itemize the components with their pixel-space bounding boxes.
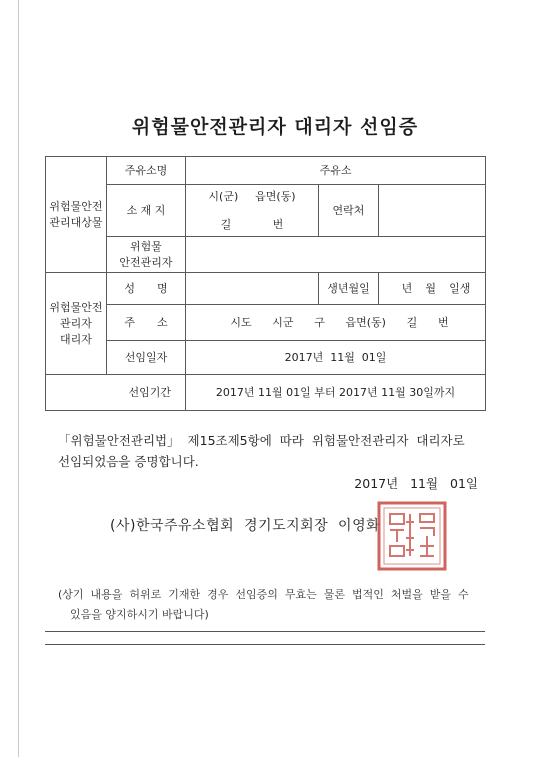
name-value — [186, 273, 319, 305]
manager-label-line1: 위험물 — [130, 239, 162, 253]
contact-label: 연락처 — [319, 185, 379, 237]
row-location — [46, 185, 486, 237]
appoint-period-value: 2017년 11월 01일 부터 2017년 11월 30일까지 — [186, 375, 486, 411]
address-value — [186, 305, 486, 341]
manager-value — [186, 237, 486, 273]
name-label — [107, 273, 186, 305]
group1-line1: 위험물안전 — [49, 199, 103, 213]
row-appoint-period — [46, 375, 486, 411]
address-label — [107, 305, 186, 341]
manager-label-line2: 안전관리자 — [119, 255, 173, 269]
row-station-name — [46, 157, 486, 185]
group-label-deputy — [46, 273, 107, 375]
address-gil: 길 — [406, 315, 418, 329]
issue-date: 2017년 11월 01일 — [354, 476, 478, 491]
birth-year: 년 — [401, 281, 413, 295]
contact-value — [379, 185, 486, 237]
address-beon: 번 — [437, 315, 449, 329]
location-line-1 — [186, 189, 318, 205]
issuer-name: (사)한국주유소협회 경기도지회장 이영화 — [110, 518, 381, 534]
group1-line2: 관리대상물 — [49, 215, 103, 229]
location-label: 소 재 지 — [107, 185, 186, 237]
name-label-a: 성 — [124, 281, 135, 295]
location-eup: 읍면(동) — [255, 189, 296, 203]
certification-line-2: 선임되었음을 증명합니다. — [58, 454, 199, 469]
group2-line1: 위험물안전 — [49, 300, 103, 314]
official-seal-icon — [376, 500, 448, 572]
name-label-b: 명 — [157, 281, 168, 295]
address-label-a: 주 — [124, 315, 135, 329]
row-manager — [46, 237, 486, 273]
appoint-period-label-text: 선임기간 — [128, 385, 171, 399]
location-gil: 길 — [220, 217, 232, 231]
document-title: 위험물안전관리자 대리자 선임증 — [131, 116, 419, 138]
address-eupmyeon: 읍면(동) — [345, 315, 386, 329]
station-name-label: 주유소명 — [107, 157, 186, 185]
group2-line3: 대리자 — [60, 332, 92, 346]
location-beon: 번 — [272, 217, 284, 231]
disclaimer-note — [58, 585, 478, 625]
group2-line2: 관리자 — [60, 316, 92, 330]
manager-label — [107, 237, 186, 273]
birth-day: 일생 — [449, 281, 471, 295]
certification-line-1: 「위험물안전관리법」 제15조제5항에 따라 위험물안전관리자 대리자로 — [58, 433, 465, 448]
bottom-rule-2 — [45, 644, 485, 645]
station-name-value: 주유소 — [186, 157, 486, 185]
appoint-date-value: 2017년 11월 01일 — [186, 341, 486, 375]
appointment-form-table — [45, 156, 486, 411]
group-label-facility — [46, 157, 107, 273]
birth-label: 생년월일 — [319, 273, 379, 305]
appoint-period-label — [46, 375, 186, 411]
note-line-1: (상기 내용을 허위로 기재한 경우 선임증의 무효는 물론 법적인 처벌을 받을 수 — [58, 588, 469, 601]
address-gu: 구 — [314, 315, 325, 329]
row-name — [46, 273, 486, 305]
address-sigun: 시군 — [272, 315, 294, 329]
certification-text — [58, 430, 498, 472]
address-label-b: 소 — [157, 315, 168, 329]
location-line-2 — [186, 217, 318, 233]
bottom-rule-1 — [45, 631, 485, 632]
birth-value — [379, 273, 486, 305]
location-value — [186, 185, 319, 237]
location-si: 시(군) — [208, 189, 239, 203]
note-line-2: 있음을 양지하시기 바랍니다) — [70, 608, 209, 621]
appoint-date-label: 선임일자 — [107, 341, 186, 375]
row-appoint-date — [46, 341, 486, 375]
birth-month: 월 — [425, 281, 437, 295]
address-sido: 시도 — [230, 315, 252, 329]
row-address — [46, 305, 486, 341]
